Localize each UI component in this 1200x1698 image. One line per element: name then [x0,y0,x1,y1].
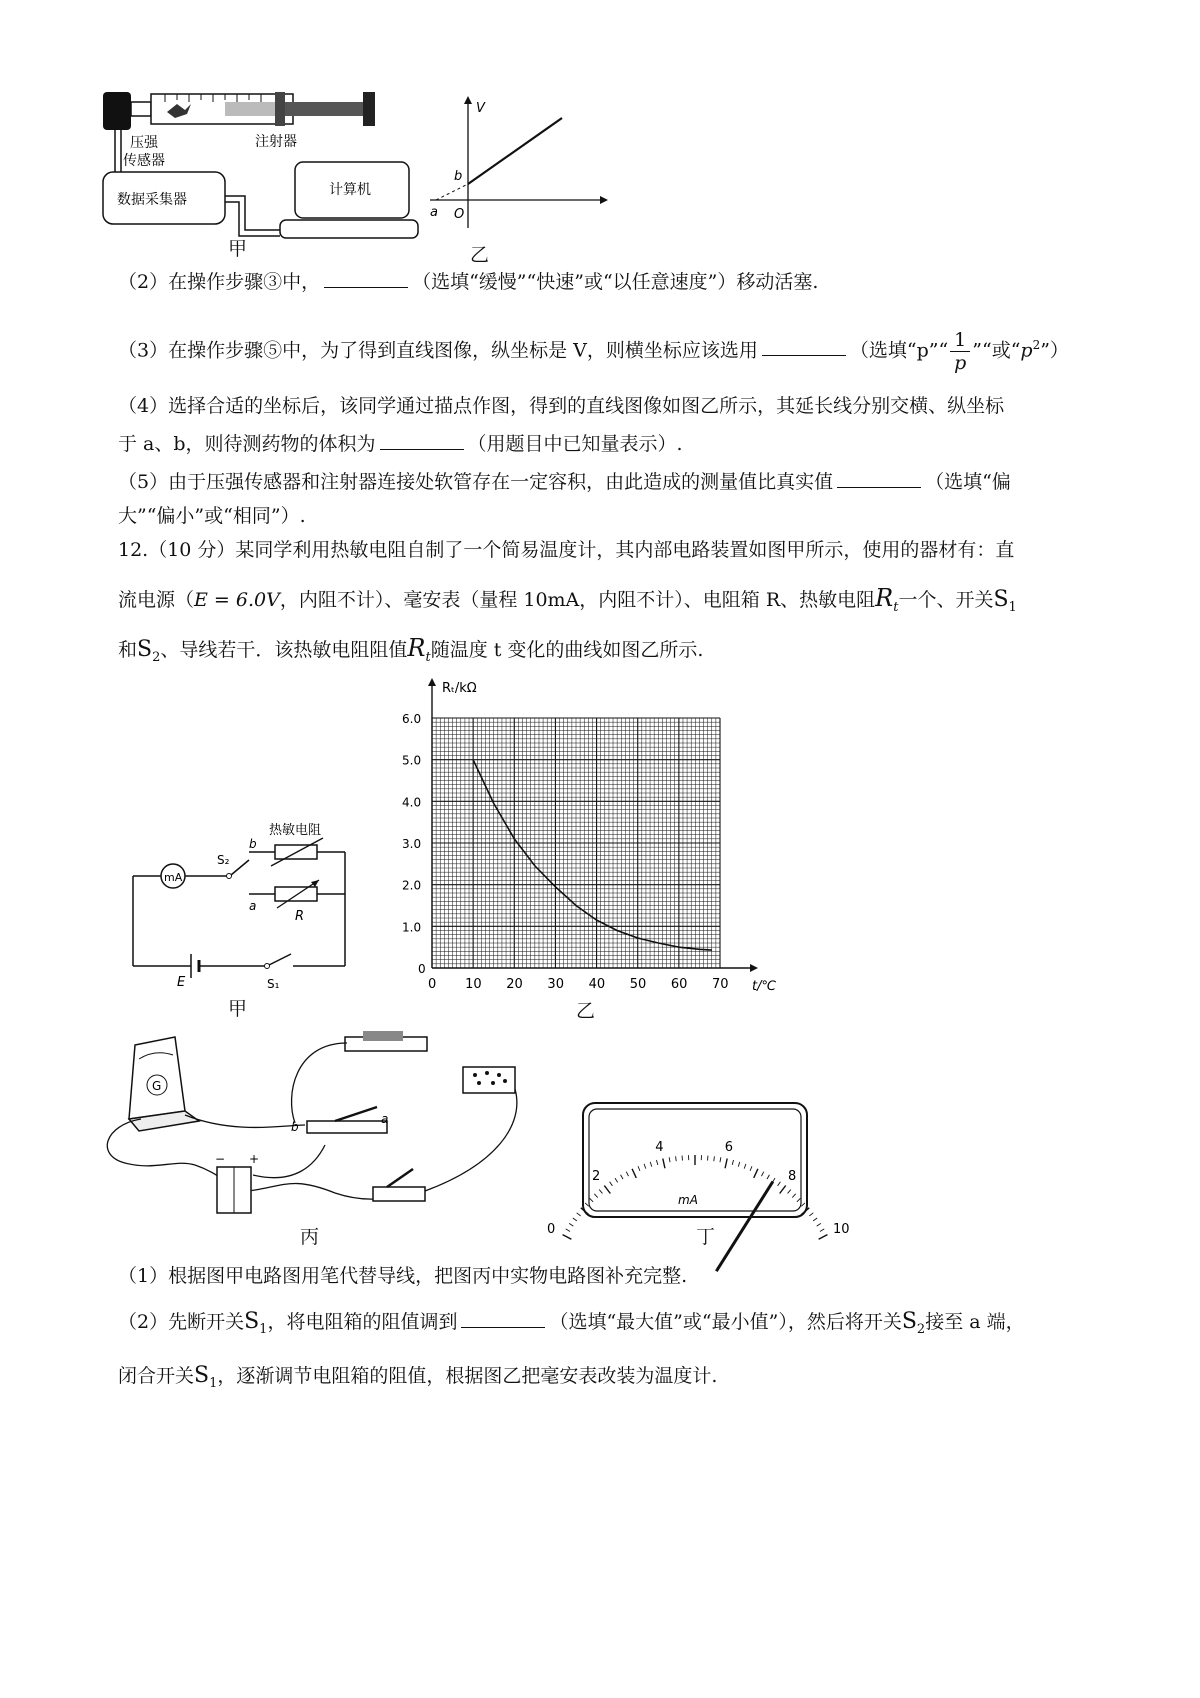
yi-label-a: a [430,205,438,220]
q12-line1: 12.（10 分）某同学利用热敏电阻自制了一个简易温度计，其内部电路装置如图甲所示，使用的器材有：直 [118,539,1015,561]
label-g: G [152,1079,162,1093]
q11-p2: （2）在操作步骤③中， （选填“缓慢”“快速”或“以任意速度”）移动活塞. [118,271,819,293]
x-tick-label: 30 [547,977,564,992]
y-tick-label: 6.0 [402,712,422,726]
chart-y-label: Rₜ/kΩ [442,681,477,696]
figure-bing-physical [95,1015,565,1225]
y-tick-label: 4.0 [402,795,422,810]
q12-sub1: （1）根据图甲电路图用笔代替导线，把图丙中实物电路图补充完整. [118,1265,688,1287]
caption-circuit-jia: 甲 [228,998,248,1020]
yi-label-b: b [454,169,463,184]
meter-tick [566,1229,570,1232]
q11-p4-line1: （4）选择合适的坐标后，该同学通过描点作图，得到的直线图像如图乙所示，其延长线分别交横、纵坐标 [118,395,1005,417]
meter-tick-label: 0 [546,1221,556,1237]
caption-chart-yi: 乙 [576,1000,596,1022]
label-collector: 数据采集器 [117,192,187,208]
x-tick-label: 60 [670,977,688,992]
q11-p3: （3）在操作步骤⑤中，为了得到直线图像，纵坐标是 V，则横坐标应该选用 （选填“p”“ $\frac{1}{p}$ ”“或“$p^2$”） [118,328,1069,374]
label-ding-ma: mA [678,1193,698,1207]
label-a: a [249,899,257,913]
y-tick-label: 5.0 [402,753,422,768]
caption-bing: 丙 [300,1226,320,1248]
yi-top-line [468,118,562,184]
answer-blank[interactable] [324,269,408,288]
y-tick-label: 0 [418,962,426,976]
caption-jia-top: 甲 [228,238,248,260]
resistor-box-symbol [275,887,317,901]
y-tick-label: 1.0 [402,920,422,935]
q11-p5-line2: 大”“偏小”或“相同”）. [118,505,306,527]
q12-sub2-line2: 闭合开关$S_1$，逐渐调节电阻箱的阻值，根据图乙把毫安表改装为温度计. [118,1363,718,1391]
label-s1: S₁ [267,977,280,991]
figure-ding-meter [546,1100,850,1237]
q11-p4-line2: 于 a、b，则待测药物的体积为 （用题目中已知量表示）. [118,433,683,455]
label-plus: + [249,1152,260,1166]
meter-tick [676,1156,677,1161]
meter-tick [563,1235,572,1240]
meter-tick [817,1223,821,1226]
label-sensor: 传感器 [123,153,165,169]
meter-tick [809,1213,813,1216]
label-bing-a: a [381,1112,389,1126]
switch-s1 [269,954,291,965]
y-tick-label: 3.0 [402,837,422,851]
y-tick-label: 2.0 [402,878,422,893]
caption-ding: 丁 [696,1226,716,1248]
meter-tick [820,1229,824,1232]
label-syringe: 注射器 [255,134,297,150]
label-bing-b: b [291,1120,299,1134]
yi-label-o: O [454,207,465,222]
resistance-box-device [463,1067,515,1093]
figure-jia-top [95,80,425,270]
x-axis-arrow [750,964,758,972]
label-r: R [295,909,305,924]
rt-temperature-chart [390,676,790,1006]
figure-yi-top [420,90,620,240]
answer-blank[interactable] [837,469,921,488]
meter-tick [714,1156,715,1161]
label-b: b [249,837,257,851]
label-e: E [177,975,186,990]
meter-tick-label: 8 [787,1168,797,1184]
label-pressure: 压强 [130,135,158,151]
x-tick-label: 20 [506,977,523,992]
label-ma: mA [164,871,183,884]
label-minus: − [215,1152,226,1166]
switch-s2-device [307,1121,387,1133]
label-thermistor: 热敏电阻 [269,823,322,838]
q12-line2: 流电源（E = 6.0V，内阻不计）、毫安表（量程 10mA，内阻不计）、电阻箱 R、热敏电阻$R_t$一个、开关$S_1$ [118,584,1017,615]
answer-blank[interactable] [380,431,464,450]
meter-tick [819,1235,828,1240]
meter-tick [813,1218,817,1221]
meter-tick-label: 6 [724,1139,734,1155]
meter-tick-label: 10 [833,1221,850,1237]
q12-line3: 和$S_2$、导线若干．该热敏电阻阻值$R_t$随温度 t 变化的曲线如图乙所示. [118,634,704,665]
caption-yi-top: 乙 [470,244,490,266]
switch-s1-device [373,1187,425,1201]
x-tick-label: 0 [428,977,437,992]
q11-p5-line1: （5）由于压强传感器和注射器连接处软管存在一定容积，由此造成的测量值比真实值 （选填“偏 [118,471,1011,493]
meter-tick-label: 4 [655,1139,664,1155]
meter-tick [573,1218,577,1221]
answer-blank[interactable] [762,337,846,356]
x-tick-label: 40 [588,977,606,992]
fraction-1-over-p: $\frac{1}{p}$ [950,329,970,374]
q12-sub2-line1: （2）先断开关$S_1$，将电阻箱的阻值调到 （选填“最大值”或“最小值”），然后将开关$S_2$接至 a 端， [118,1309,1025,1337]
circuit-diagram-jia [125,790,365,995]
switch-s2 [231,860,249,875]
label-s2: S₂ [217,853,230,867]
label-computer: 计算机 [329,182,371,198]
meter-tick [577,1213,581,1216]
x-tick-label: 70 [712,977,729,992]
chart-x-label: t/℃ [752,979,777,994]
meter-tick-label: 2 [592,1168,601,1184]
x-tick-label: 50 [629,977,647,992]
answer-blank[interactable] [461,1309,545,1328]
pressure-sensor-block [103,92,131,130]
yi-axis-v: V [476,101,485,116]
x-tick-label: 10 [465,977,482,992]
y-axis-arrow [428,678,436,686]
meter-tick [569,1223,573,1226]
